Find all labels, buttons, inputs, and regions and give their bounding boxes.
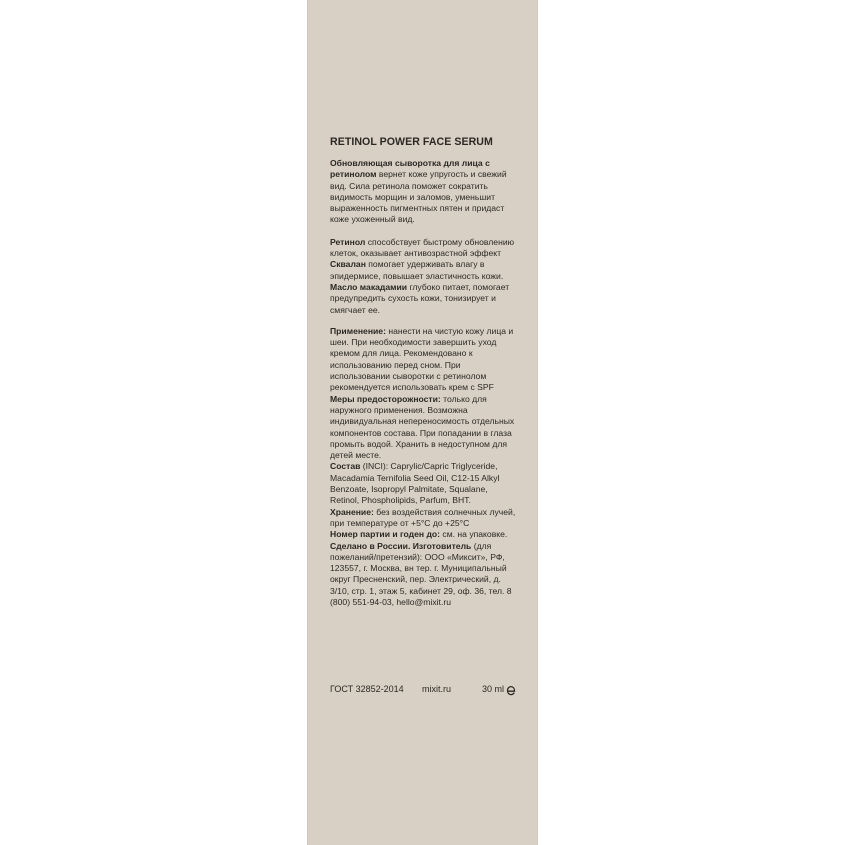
volume: 30 ml [481,684,504,694]
e-mark-icon [506,685,516,696]
product-title: RETINOL POWER FACE SERUM [330,136,493,148]
storage-paragraph [330,507,516,530]
detail-heading: Применение: [330,325,386,336]
ingredient-name: Сквалан [330,259,366,270]
usage-paragraph [330,326,516,394]
ingredient-macadamia [330,282,516,316]
ingredient-desc: способствует быстрому обновлению клеток, оказывает антивозрастной эффект [330,236,515,259]
detail-heading: Меры предосторожности: [330,393,441,404]
precautions-paragraph [330,394,516,462]
manufacturer-paragraph [330,541,516,609]
website: mixit.ru [422,684,451,694]
ingredient-retinol [330,237,516,260]
detail-heading: Сделано в России. Изготовитель [330,540,472,551]
detail-text: нанести на чистую кожу лица и шеи. При необходимости завершить уход кремом для лица. Рекомендовано к использованию перед сном. При использовании сыворотки с ретинолом рекомендуется использовать крем с SPF [330,325,514,393]
intro-paragraph [330,158,516,226]
ingredient-squalane [330,259,516,282]
gost-standard: ГОСТ 32852-2014 [330,684,404,694]
detail-text: (INCI): Caprylic/Capric Triglyceride, Macadamia Ternifolia Seed Oil, C12-15 Alkyl Benzoate, Isopropyl Palmitate, Squalane, Retinol, Phospholipids, Parfum, BHT. [330,461,500,506]
details-block [330,326,516,608]
batch-paragraph [330,529,516,540]
ingredient-desc: помогает удерживать влагу в эпидермисе, повышает эластичность кожи. [330,259,504,281]
ingredients-block [330,237,516,316]
ingredient-name: Масло макадамии [330,281,408,292]
detail-heading: Номер партии и годен до: [330,529,441,540]
detail-heading: Хранение: [330,506,374,517]
detail-text: без воздействия солнечных лучей, при температуре от +5°C до +25°C [330,506,516,528]
intro-text: вернет коже упругость и свежий вид. Сила ретинола поможет сократить видимость морщин и заломов, уменьшит выраженность пигментных пятен и придаст коже ухоженный вид. [330,169,507,225]
detail-text: см. на упаковке. [440,529,508,540]
box-label-text [330,136,516,608]
detail-heading: Состав [330,461,361,472]
intro-bold: Обновляющая сыворотка для лица с ретинолом [330,158,490,180]
ingredient-desc: глубоко питает, помогает предупредить сухость кожи, тонизирует и смягчает ее. [330,281,510,315]
detail-text: только для наружного применения. Возможна индивидуальная непереносимость отдельных компонентов состава. При попадании в глаза промыть водой. Хранить в недоступном для детей месте. [330,393,515,461]
ingredient-name: Ретинол [330,236,366,247]
composition-paragraph [330,461,516,506]
box-footer [330,684,516,698]
detail-text: (для пожеланий/претензий): ООО «Миксит», РФ, 123557, г. Москва, вн тер. г. Муниципальный округ Пресненский, пер. Электрический, д. 3/10, стр. 1, этаж 5, кабинет 29, оф. 36, тел. 8 (800) 551-94-03, hello@mixit.ru [330,540,512,607]
